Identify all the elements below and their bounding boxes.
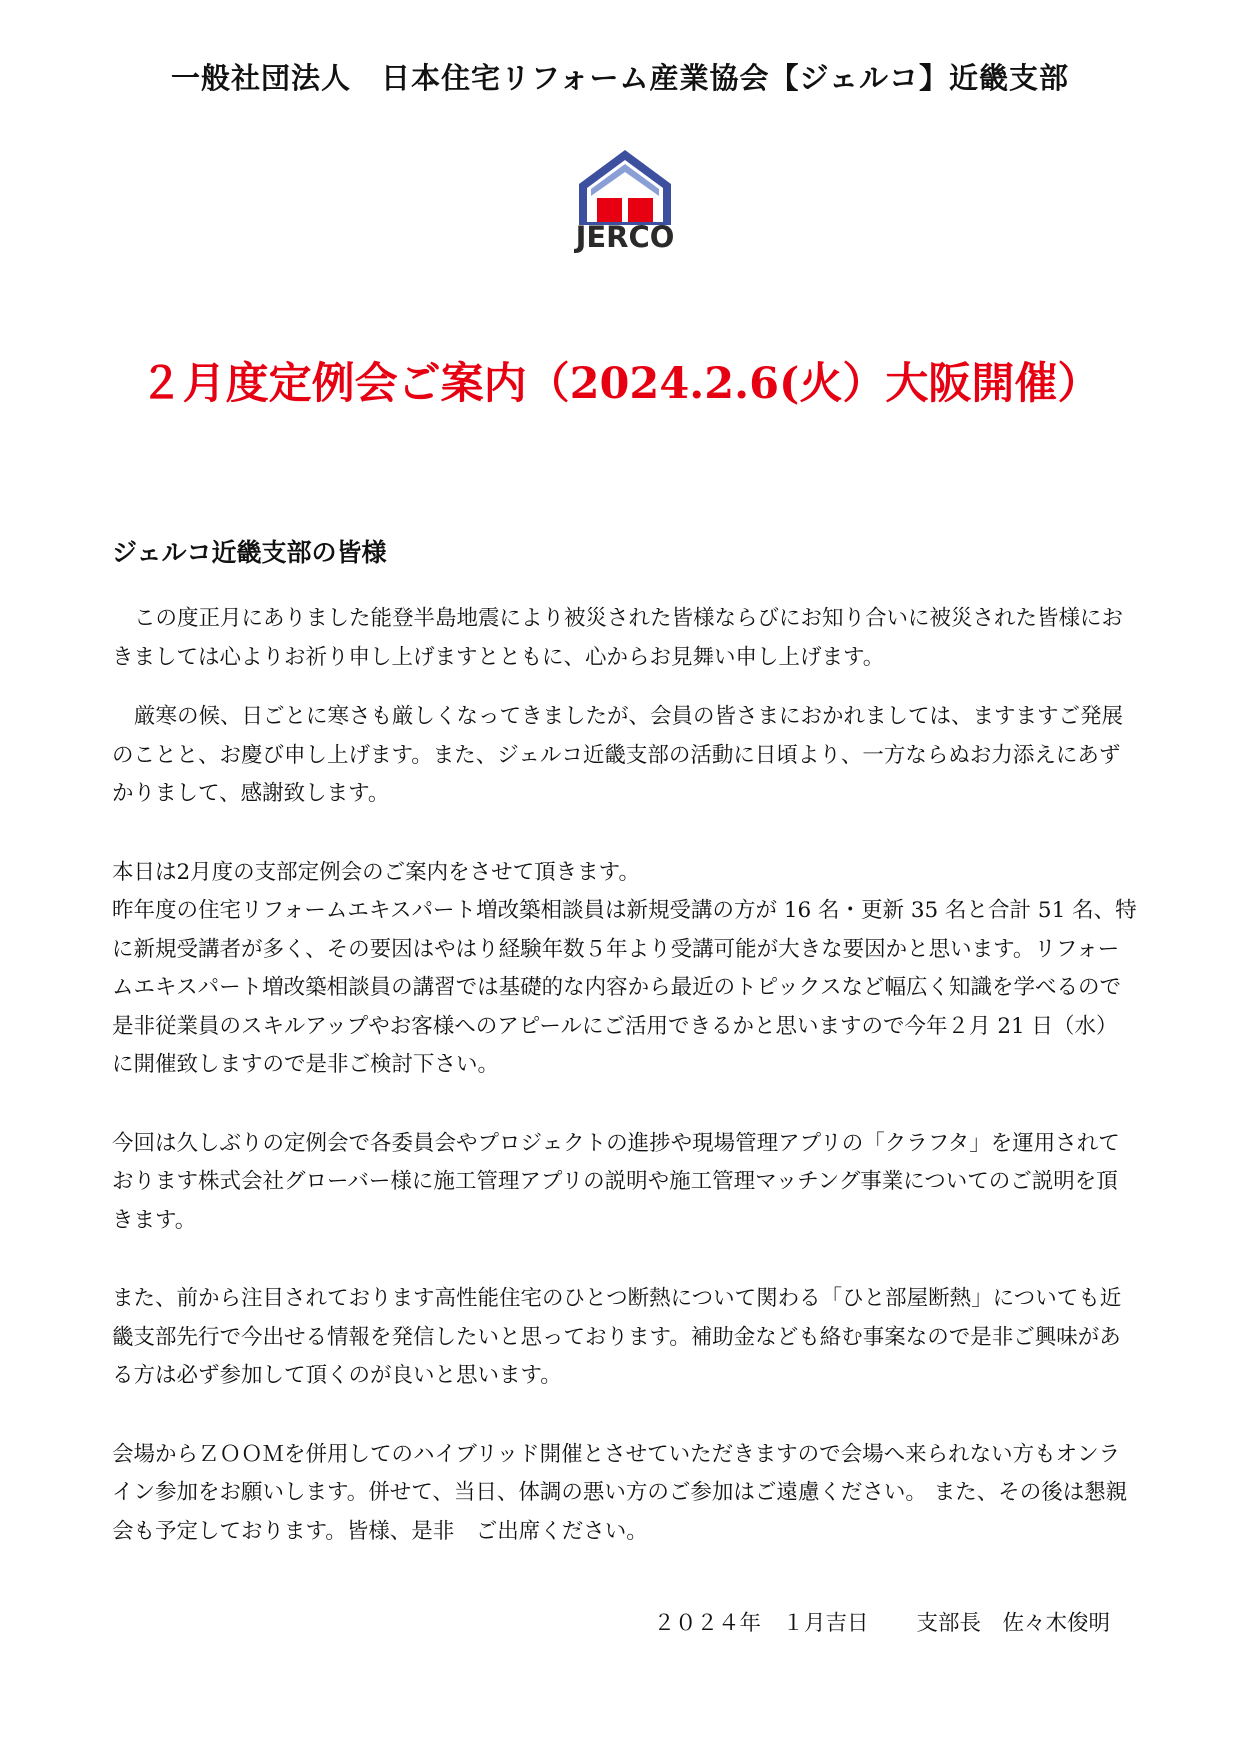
signature-role: 支部長 (916, 1611, 981, 1636)
letter-body (112, 600, 1137, 1551)
paragraph-intro: 本日は2月度の支部定例会のご案内をさせて頂きます。 (112, 859, 640, 885)
organization-header: 一般社団法人 日本住宅リフォーム産業協会【ジェルコ】近畿支部 (171, 61, 1069, 95)
paragraph-expert-course: 昨年度の住宅リフォームエキスパート増改築相談員は新規受講の方が 16 名・更新 35 名と合計 51 名、特に新規受講者が多く、その要因はやはり経験年数５年より受講可能が大きな要因かと思います。リフォームエキスパート増改築相談員の講習では基礎的な内容から最近のトピックスなど幅広く知識を学べるので是非従業員のスキルアップやお客様へのアピールにご活用できるかと思いますので今年２月 21 日（水）に開催致しますので是非ご検討下さい。 (112, 898, 1137, 1077)
paragraph-insulation: また、前から注目されております高性能住宅のひとつ断熱について関わる「ひと部屋断熱」についても近畿支部先行で今出せる情報を発信したいと思っております。補助金なども絡む事案なので是非ご興味がある方は必ず参加して頂くのが良いと思います。 (112, 1286, 1122, 1388)
paragraph-meeting-content: 今回は久しぶりの定例会で各委員会やプロジェクトの進捗や現場管理アプリの「クラフタ」を運用されております株式会社グローバー様に施工管理アプリの説明や施工管理マッチング事業についてのご説明を頂きます。 (112, 1130, 1120, 1233)
logo-wordmark: JERCO (575, 220, 675, 254)
signature-date: ２０２４年 １月吉日 (653, 1611, 869, 1636)
page-title: ２月度定例会ご案内（2024.2.6(火）大阪開催） (139, 359, 1101, 409)
signature (653, 1606, 1110, 1637)
paragraph-hybrid: 会場からＺＯＯＭを併用してのハイブリッド開催とさせていただきますので会場へ来られない方もオンライン参加をお願いします。併せて、当日、体調の悪い方のご参加はご遠慮ください。 また、その後は懇親会も予定しております。皆様、是非 ご出席ください。 (112, 1441, 1128, 1544)
paragraph-condolence: この度正月にありました能登半島地震により被災された皆様ならびにお知り合いに被災された皆様におきましては心よりお祈り申し上げますとともに、心からお見舞い申し上げます。 (112, 606, 1124, 670)
salutation: ジェルコ近畿支部の皆様 (112, 538, 387, 567)
signature-name: 佐々木俊明 (1002, 1611, 1110, 1636)
paragraph-greeting: 厳寒の候、日ごとに寒さも厳しくなってきましたが、会員の皆さまにおかれましては、ますますご発展のことと、お慶び申し上げます。また、ジェルコ近畿支部の活動に日頃より、一方ならぬお力添えにあずかりまして、感謝致します。 (112, 704, 1124, 806)
